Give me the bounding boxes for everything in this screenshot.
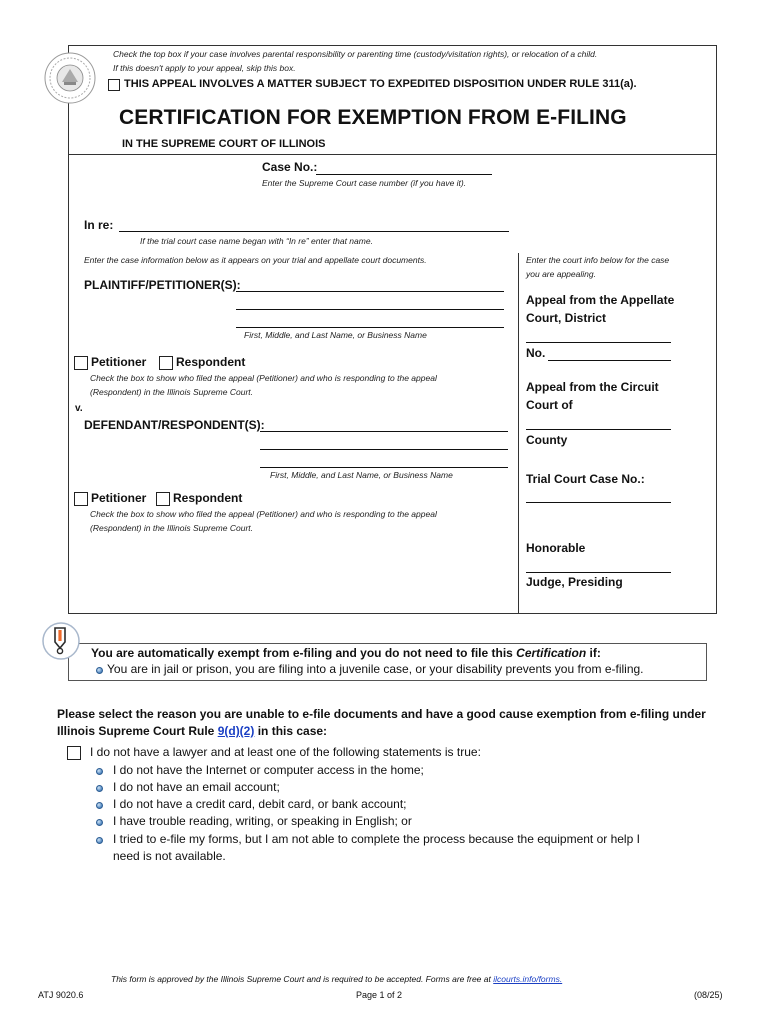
appellate-district-input[interactable] (526, 342, 671, 343)
reason-item-2: I do not have an email account; (113, 780, 280, 794)
judge-presiding-label: Judge, Presiding (526, 575, 623, 589)
footer-approval (111, 974, 562, 984)
defendant-name-line-1[interactable] (260, 431, 508, 432)
expedited-checkbox[interactable] (108, 79, 120, 91)
defendant-check-hint-2: (Respondent) in the Illinois Supreme Court. (90, 523, 253, 533)
reason-bullet-icon (96, 837, 103, 844)
reason-item-4: I have trouble reading, writing, or speaking in English; or (113, 814, 412, 828)
reason-bullet-icon (96, 768, 103, 775)
versus-label: v. (75, 403, 83, 414)
no-lawyer-label: I do not have a lawyer and at least one of the following statements is true: (90, 745, 481, 759)
honorable-label: Honorable (526, 541, 586, 555)
illinois-supreme-court-seal (44, 52, 96, 104)
plaintiff-check-hint-1: Check the box to show who filed the appeal (Petitioner) and who is responding to the appeal (90, 373, 437, 383)
defendant-petitioner-checkbox[interactable] (74, 492, 88, 506)
reason-item-5: I tried to e-file my forms, but I am not able to complete the process because the equipment or help I (113, 832, 640, 846)
caption-divider (518, 253, 519, 614)
plaintiff-petitioner-checkbox[interactable] (74, 356, 88, 370)
court-info-hint-1: Enter the court info below for the case (526, 255, 670, 265)
reason-bullet-icon (96, 802, 103, 809)
defendant-check-hint-1: Check the box to show who filed the appeal (Petitioner) and who is responding to the appeal (90, 509, 437, 519)
in-re-hint: If the trial court case name began with “In re” enter that name. (140, 236, 373, 246)
plaintiff-respondent-checkbox[interactable] (159, 356, 173, 370)
header-instruction-2: If this doesn't apply to your appeal, skip this box. (113, 63, 296, 73)
case-info-hint: Enter the case information below as it appears on your trial and appellate court documents. (84, 255, 427, 265)
reasons-intro-2-before: Illinois Supreme Court Rule (57, 724, 218, 738)
page-number: Page 1 of 2 (356, 990, 403, 1000)
plaintiff-name-hint: First, Middle, and Last Name, or Business Name (244, 330, 427, 340)
reason-item-3: I do not have a credit card, debit card, or bank account; (113, 797, 407, 811)
circuit-county-input[interactable] (526, 429, 671, 430)
defendant-name-hint: First, Middle, and Last Name, or Business Name (270, 470, 453, 480)
rule-link[interactable]: 9(d)(2) (217, 724, 255, 738)
plaintiff-check-hint-2: (Respondent) in the Illinois Supreme Court. (90, 387, 253, 397)
notice-bullet-text: You are in jail or prison, you are filing into a juvenile case, or your disability prevents you from e-filing. (107, 662, 644, 676)
footer-approval-text: This form is approved by the Illinois Supreme Court and is required to be accepted. Forms are free at (111, 974, 494, 984)
page-title: CERTIFICATION FOR EXEMPTION FROM E-FILING (119, 106, 627, 129)
exclamation-icon (41, 621, 81, 661)
reasons-intro-2-after: in this case: (254, 724, 328, 738)
case-no-label: Case No.: (262, 160, 318, 174)
court-name: IN THE SUPREME COURT OF ILLINOIS (122, 138, 326, 150)
defendant-respondent-checkbox[interactable] (156, 492, 170, 506)
expedited-label: THIS APPEAL INVOLVES A MATTER SUBJECT TO EXPEDITED DISPOSITION UNDER RULE 311(a). (124, 78, 637, 90)
circuit-label-1: Appeal from the Circuit (526, 380, 659, 394)
defendant-label: DEFENDANT/RESPONDENT(S): (84, 418, 265, 432)
plaintiff-respondent-label: Respondent (176, 355, 246, 369)
no-lawyer-checkbox[interactable] (67, 746, 81, 760)
reason-item-5-cont: need is not available. (113, 849, 226, 863)
judge-name-input[interactable] (526, 572, 671, 573)
plaintiff-name-line-3[interactable] (236, 327, 504, 328)
appellate-label-1: Appeal from the Appellate (526, 293, 675, 307)
appellate-label-2: Court, District (526, 311, 607, 325)
plaintiff-label: PLAINTIFF/PETITIONER(S): (84, 278, 241, 292)
reason-bullet-icon (96, 819, 103, 826)
reason-bullet-icon (96, 785, 103, 792)
circuit-label-2: Court of (526, 398, 573, 412)
notice-bullet-icon (96, 667, 103, 674)
form-date: (08/25) (694, 990, 723, 1000)
case-no-input[interactable] (316, 174, 492, 175)
appellate-no-label: No. (526, 346, 546, 360)
notice-text-after: if: (586, 646, 601, 660)
county-label: County (526, 433, 568, 447)
notice-text-before: You are automatically exempt from e-filing and you do not need to file this (91, 646, 517, 660)
appellate-no-input[interactable] (548, 360, 671, 361)
case-no-hint: Enter the Supreme Court case number (if you have it). (262, 178, 467, 188)
court-info-hint-2: you are appealing. (526, 269, 596, 279)
notice-heading (91, 646, 601, 660)
in-re-input[interactable] (119, 231, 509, 232)
reasons-intro-2 (57, 724, 327, 738)
defendant-respondent-label: Respondent (173, 491, 243, 505)
in-re-label: In re: (84, 218, 114, 232)
forms-link[interactable]: ilcourts.info/forms. (493, 974, 563, 984)
defendant-name-line-2[interactable] (260, 449, 508, 450)
trial-case-label: Trial Court Case No.: (526, 472, 645, 486)
form-id: ATJ 9020.6 (38, 990, 84, 1000)
reasons-intro-1: Please select the reason you are unable to e-file documents and have a good cause exemption from e-filing under (57, 707, 706, 721)
defendant-petitioner-label: Petitioner (91, 491, 147, 505)
reason-item-1: I do not have the Internet or computer access in the home; (113, 763, 424, 777)
plaintiff-name-line-1[interactable] (236, 291, 504, 292)
notice-text-italic: Certification (516, 646, 587, 660)
plaintiff-petitioner-label: Petitioner (91, 355, 147, 369)
plaintiff-name-line-2[interactable] (236, 309, 504, 310)
header-instruction-1: Check the top box if your case involves parental responsibility or parenting time (custody/visitation rights), or relocation of a child. (113, 49, 598, 59)
trial-case-input[interactable] (526, 502, 671, 503)
defendant-name-line-3[interactable] (260, 467, 508, 468)
